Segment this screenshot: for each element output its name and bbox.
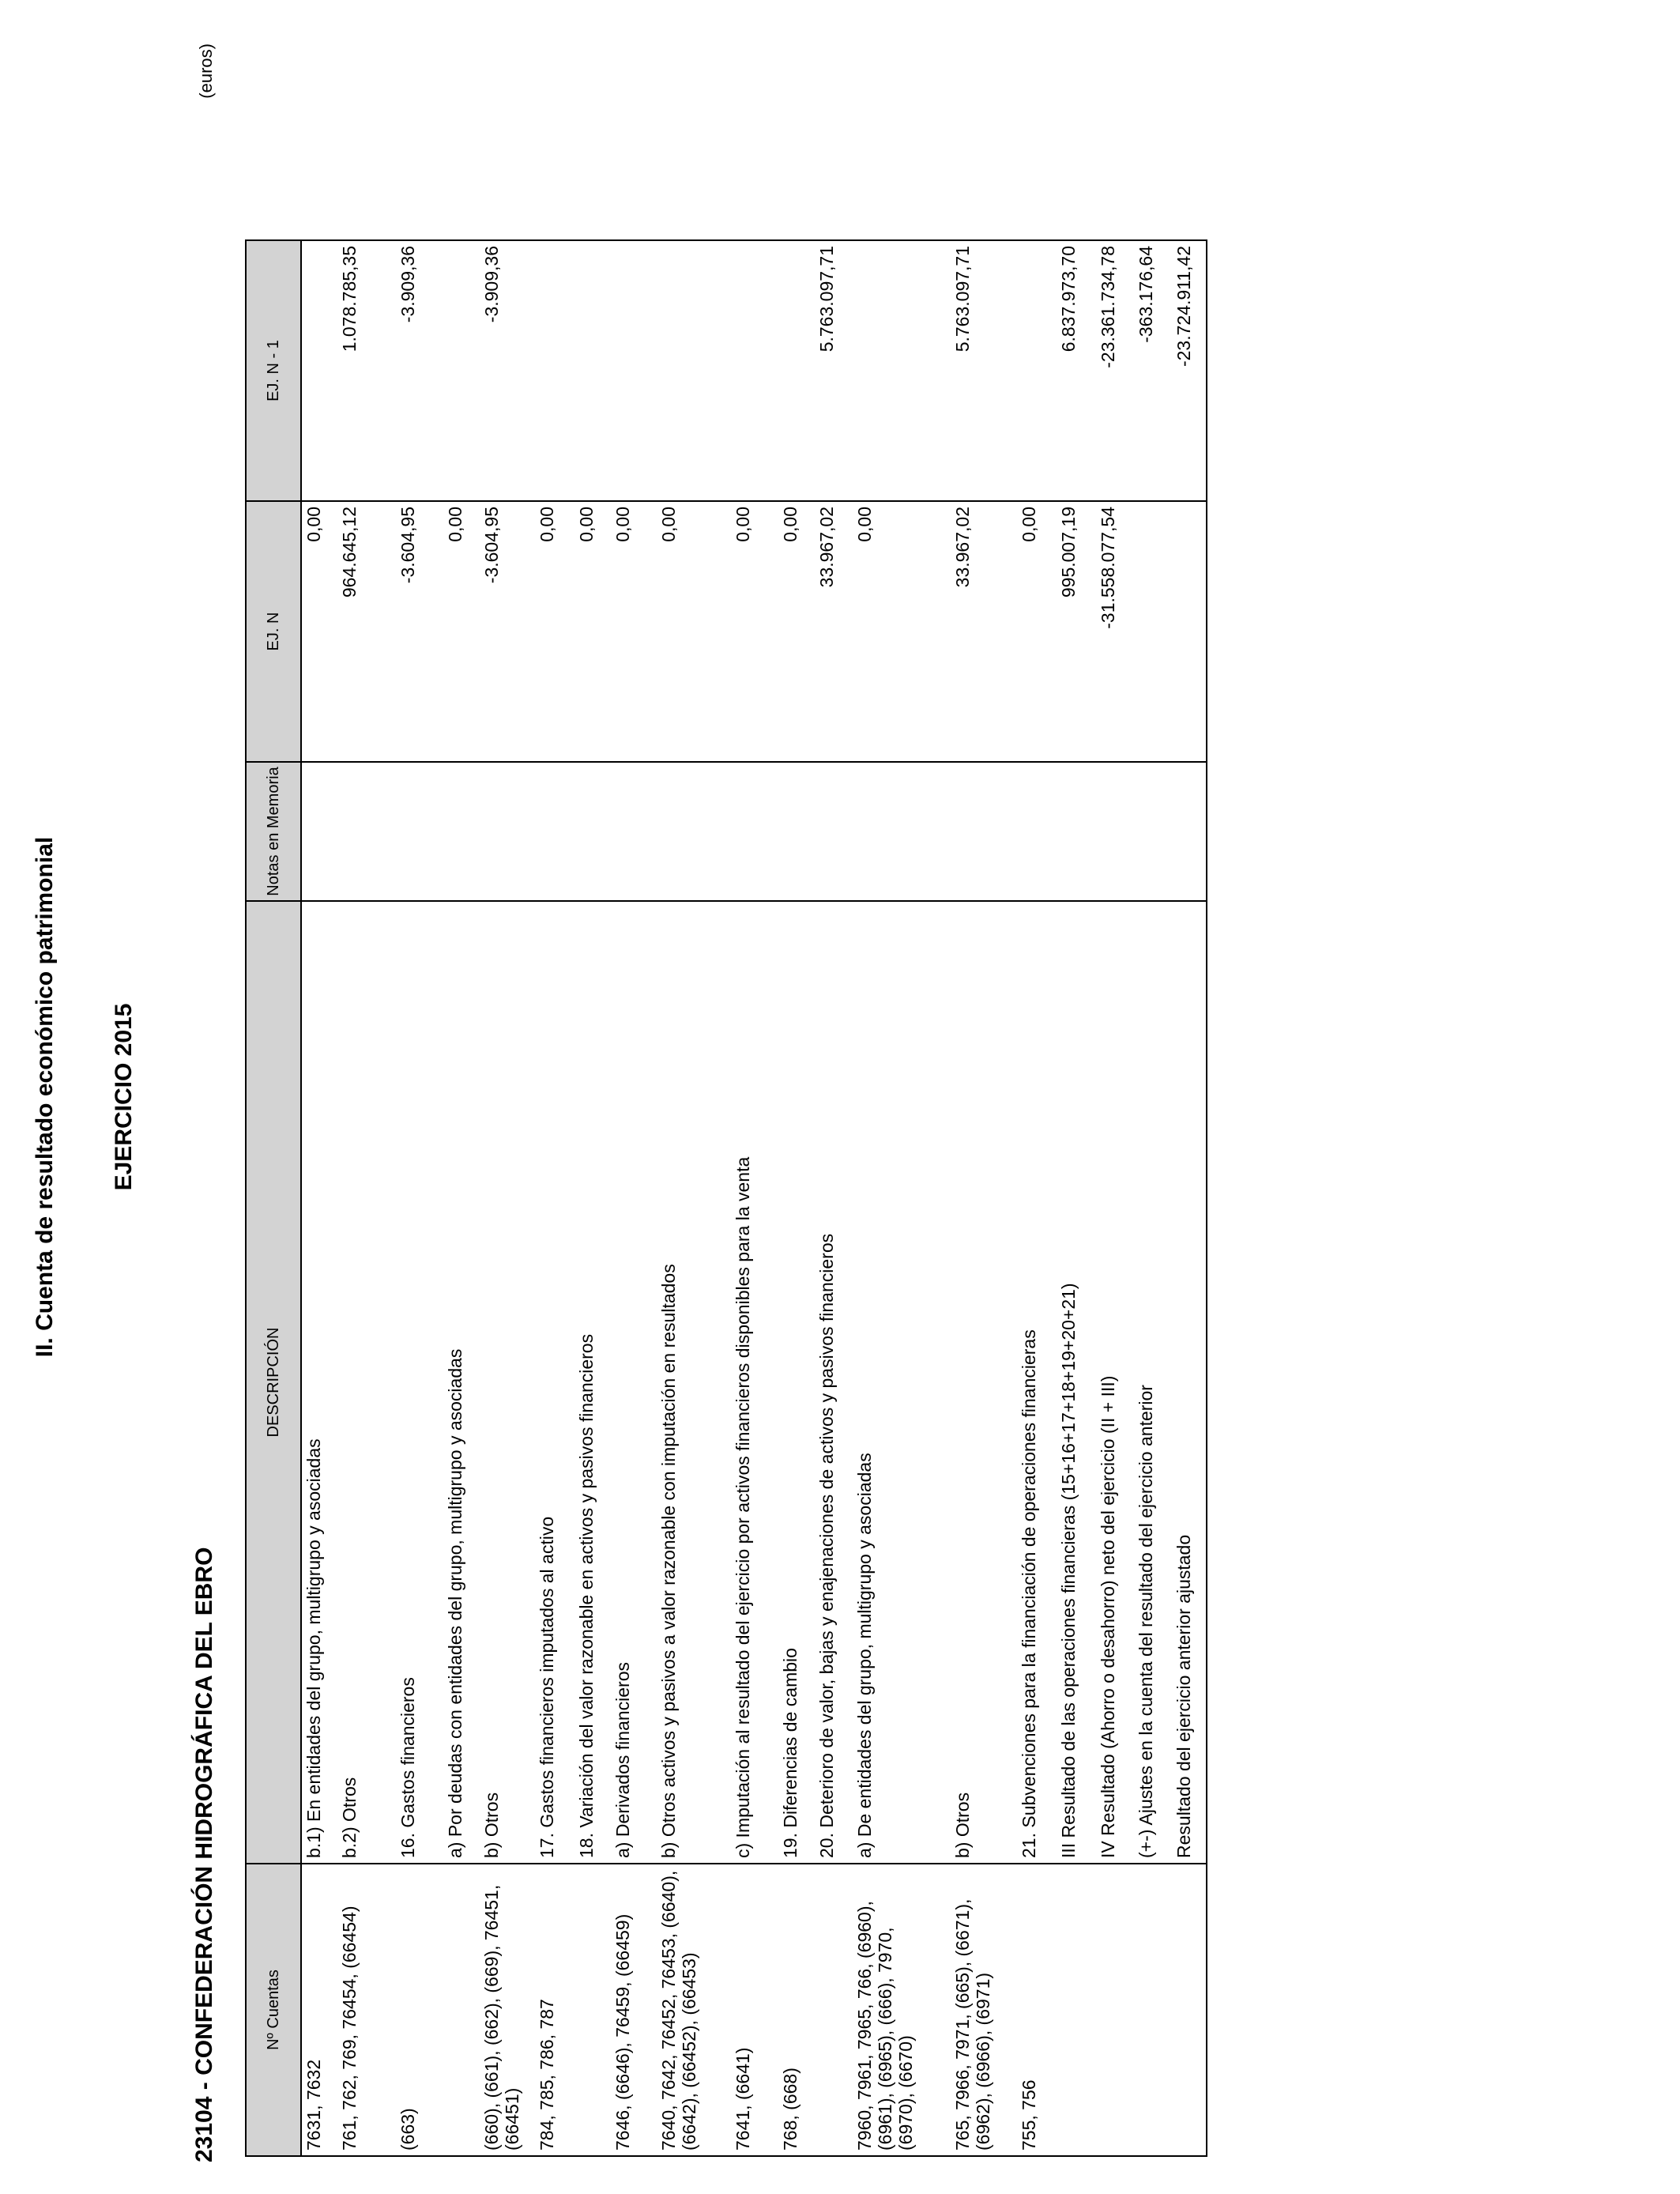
table-row — [1096, 240, 1134, 2156]
cell-cuentas: 755, 756 — [1017, 1864, 1057, 2156]
table-row — [1057, 240, 1096, 2156]
cell-ej-n: 0,00 — [657, 501, 731, 762]
cell-notas — [1057, 762, 1096, 901]
table-row — [1017, 240, 1057, 2156]
header-notas: Notas en Memoria — [246, 762, 301, 901]
exercise-title: EJERCICIO 2015 — [111, 1003, 137, 1191]
cell-ej-n — [1172, 501, 1207, 762]
unit-label: (euros) — [196, 43, 216, 99]
cell-cuentas: 768, (668) — [778, 1864, 815, 2156]
cell-ej-n1: 5.763.097,71 — [951, 240, 1017, 501]
table-row — [1172, 240, 1207, 2156]
cell-notas — [731, 762, 778, 901]
cell-cuentas — [1134, 1864, 1172, 2156]
cell-ej-n1: -3.909,36 — [480, 240, 535, 501]
cell-notas — [611, 762, 657, 901]
cell-cuentas: 7960, 7961, 7965, 766, (6960), (6961), (6965), (666), 7970, (6970), (6670) — [853, 1864, 951, 2156]
cell-ej-n: -31.558.077,54 — [1096, 501, 1134, 762]
cell-notas — [853, 762, 951, 901]
cell-descripcion: b) Otros activos y pasivos a valor razonable con imputación en resultados — [657, 901, 731, 1864]
table-row — [611, 240, 657, 2156]
table-row — [396, 240, 443, 2156]
cell-notas — [1134, 762, 1172, 901]
cell-notas — [1017, 762, 1057, 901]
cell-ej-n1 — [611, 240, 657, 501]
cell-cuentas — [1096, 1864, 1134, 2156]
cell-notas — [480, 762, 535, 901]
cell-ej-n1: -23.361.734,78 — [1096, 240, 1134, 501]
table-row — [480, 240, 535, 2156]
cell-ej-n1: -363.176,64 — [1134, 240, 1172, 501]
cell-descripcion: c) Imputación al resultado del ejercicio por activos financieros disponibles para la venta — [731, 901, 778, 1864]
cell-ej-n1 — [574, 240, 611, 501]
table-row — [1134, 240, 1172, 2156]
income-statement-table — [245, 239, 1207, 2157]
cell-ej-n: 0,00 — [535, 501, 574, 762]
table-header-row — [246, 240, 301, 2156]
cell-ej-n1 — [731, 240, 778, 501]
cell-ej-n1: -3.909,36 — [396, 240, 443, 501]
header-ej-n1: EJ. N - 1 — [246, 240, 301, 501]
cell-cuentas — [574, 1864, 611, 2156]
cell-ej-n: 0,00 — [778, 501, 815, 762]
cell-ej-n: -3.604,95 — [396, 501, 443, 762]
cell-notas — [396, 762, 443, 901]
table-row — [535, 240, 574, 2156]
cell-descripcion: a) Por deudas con entidades del grupo, multigrupo y asociadas — [443, 901, 480, 1864]
cell-descripcion: b) Otros — [951, 901, 1017, 1864]
cell-ej-n — [1134, 501, 1172, 762]
cell-ej-n: 995.007,19 — [1057, 501, 1096, 762]
cell-descripcion: 20. Deterioro de valor, bajas y enajenaciones de activos y pasivos financieros — [815, 901, 853, 1864]
table-row — [731, 240, 778, 2156]
cell-notas — [1096, 762, 1134, 901]
cell-descripcion: b.2) Otros — [337, 901, 396, 1864]
table-row — [853, 240, 951, 2156]
cell-notas — [778, 762, 815, 901]
cell-ej-n: 0,00 — [731, 501, 778, 762]
cell-cuentas: 765, 7966, 7971, (665), (6671), (6962), (6966), (6971) — [951, 1864, 1017, 2156]
cell-descripcion: 16. Gastos financieros — [396, 901, 443, 1864]
cell-descripcion: III Resultado de las operaciones financieras (15+16+17+18+19+20+21) — [1057, 901, 1096, 1864]
cell-notas — [535, 762, 574, 901]
table-row — [657, 240, 731, 2156]
table-row — [574, 240, 611, 2156]
table-row — [815, 240, 853, 2156]
cell-cuentas: (660), (661), (662), (669), 76451, (66451) — [480, 1864, 535, 2156]
cell-notas — [301, 762, 337, 901]
cell-cuentas — [815, 1864, 853, 2156]
cell-notas — [951, 762, 1017, 901]
cell-notas — [815, 762, 853, 901]
cell-ej-n: -3.604,95 — [480, 501, 535, 762]
cell-descripcion: Resultado del ejercicio anterior ajustado — [1172, 901, 1207, 1864]
cell-descripcion: 17. Gastos financieros imputados al activo — [535, 901, 574, 1864]
cell-cuentas: 7646, (6646), 76459, (66459) — [611, 1864, 657, 2156]
cell-descripcion: 21. Subvenciones para la financiación de operaciones financieras — [1017, 901, 1057, 1864]
cell-ej-n: 0,00 — [443, 501, 480, 762]
cell-cuentas — [1172, 1864, 1207, 2156]
cell-ej-n: 0,00 — [574, 501, 611, 762]
table-body — [301, 240, 1207, 2156]
cell-ej-n1: 6.837.973,70 — [1057, 240, 1096, 501]
cell-ej-n: 964.645,12 — [337, 501, 396, 762]
page-title: II. Cuenta de resultado económico patrimonial — [32, 836, 58, 1358]
cell-ej-n1 — [535, 240, 574, 501]
table-row — [951, 240, 1017, 2156]
cell-descripcion: b) Otros — [480, 901, 535, 1864]
cell-ej-n1 — [657, 240, 731, 501]
cell-notas — [443, 762, 480, 901]
cell-ej-n1 — [778, 240, 815, 501]
cell-ej-n: 0,00 — [611, 501, 657, 762]
cell-cuentas: 761, 762, 769, 76454, (66454) — [337, 1864, 396, 2156]
header-cuentas: Nº Cuentas — [246, 1864, 301, 2156]
cell-descripcion: IV Resultado (Ahorro o desahorro) neto del ejercicio (II + III) — [1096, 901, 1134, 1864]
cell-ej-n1 — [301, 240, 337, 501]
cell-cuentas — [1057, 1864, 1096, 2156]
table-row — [301, 240, 337, 2156]
cell-ej-n1: -23.724.911,42 — [1172, 240, 1207, 501]
cell-ej-n1: 1.078.785,35 — [337, 240, 396, 501]
table-row — [443, 240, 480, 2156]
cell-cuentas: 7640, 7642, 76452, 76453, (6640), (6642), (66452), (66453) — [657, 1864, 731, 2156]
cell-ej-n1 — [443, 240, 480, 501]
cell-notas — [337, 762, 396, 901]
cell-descripcion: 18. Variación del valor razonable en activos y pasivos financieros — [574, 901, 611, 1864]
entity-title: 23104 - CONFEDERACIÓN HIDROGRÁFICA DEL EBRO — [191, 1547, 217, 2162]
cell-cuentas: 784, 785, 786, 787 — [535, 1864, 574, 2156]
cell-descripcion: b.1) En entidades del grupo, multigrupo y asociadas — [301, 901, 337, 1864]
cell-ej-n: 0,00 — [853, 501, 951, 762]
cell-descripcion: a) De entidades del grupo, multigrupo y asociadas — [853, 901, 951, 1864]
cell-notas — [574, 762, 611, 901]
table-row — [337, 240, 396, 2156]
cell-descripcion: 19. Diferencias de cambio — [778, 901, 815, 1864]
cell-cuentas — [443, 1864, 480, 2156]
header-ej-n: EJ. N — [246, 501, 301, 762]
cell-descripcion: a) Derivados financieros — [611, 901, 657, 1864]
table-row — [778, 240, 815, 2156]
cell-ej-n1: 5.763.097,71 — [815, 240, 853, 501]
cell-ej-n: 33.967,02 — [815, 501, 853, 762]
cell-descripcion: (+-) Ajustes en la cuenta del resultado del ejercicio anterior — [1134, 901, 1172, 1864]
cell-ej-n: 33.967,02 — [951, 501, 1017, 762]
cell-notas — [657, 762, 731, 901]
cell-ej-n1 — [853, 240, 951, 501]
cell-cuentas: 7641, (6641) — [731, 1864, 778, 2156]
header-descripcion: DESCRIPCIÓN — [246, 901, 301, 1864]
cell-ej-n: 0,00 — [1017, 501, 1057, 762]
cell-notas — [1172, 762, 1207, 901]
cell-ej-n1 — [1017, 240, 1057, 501]
cell-ej-n: 0,00 — [301, 501, 337, 762]
cell-cuentas: (663) — [396, 1864, 443, 2156]
cell-cuentas: 7631, 7632 — [301, 1864, 337, 2156]
